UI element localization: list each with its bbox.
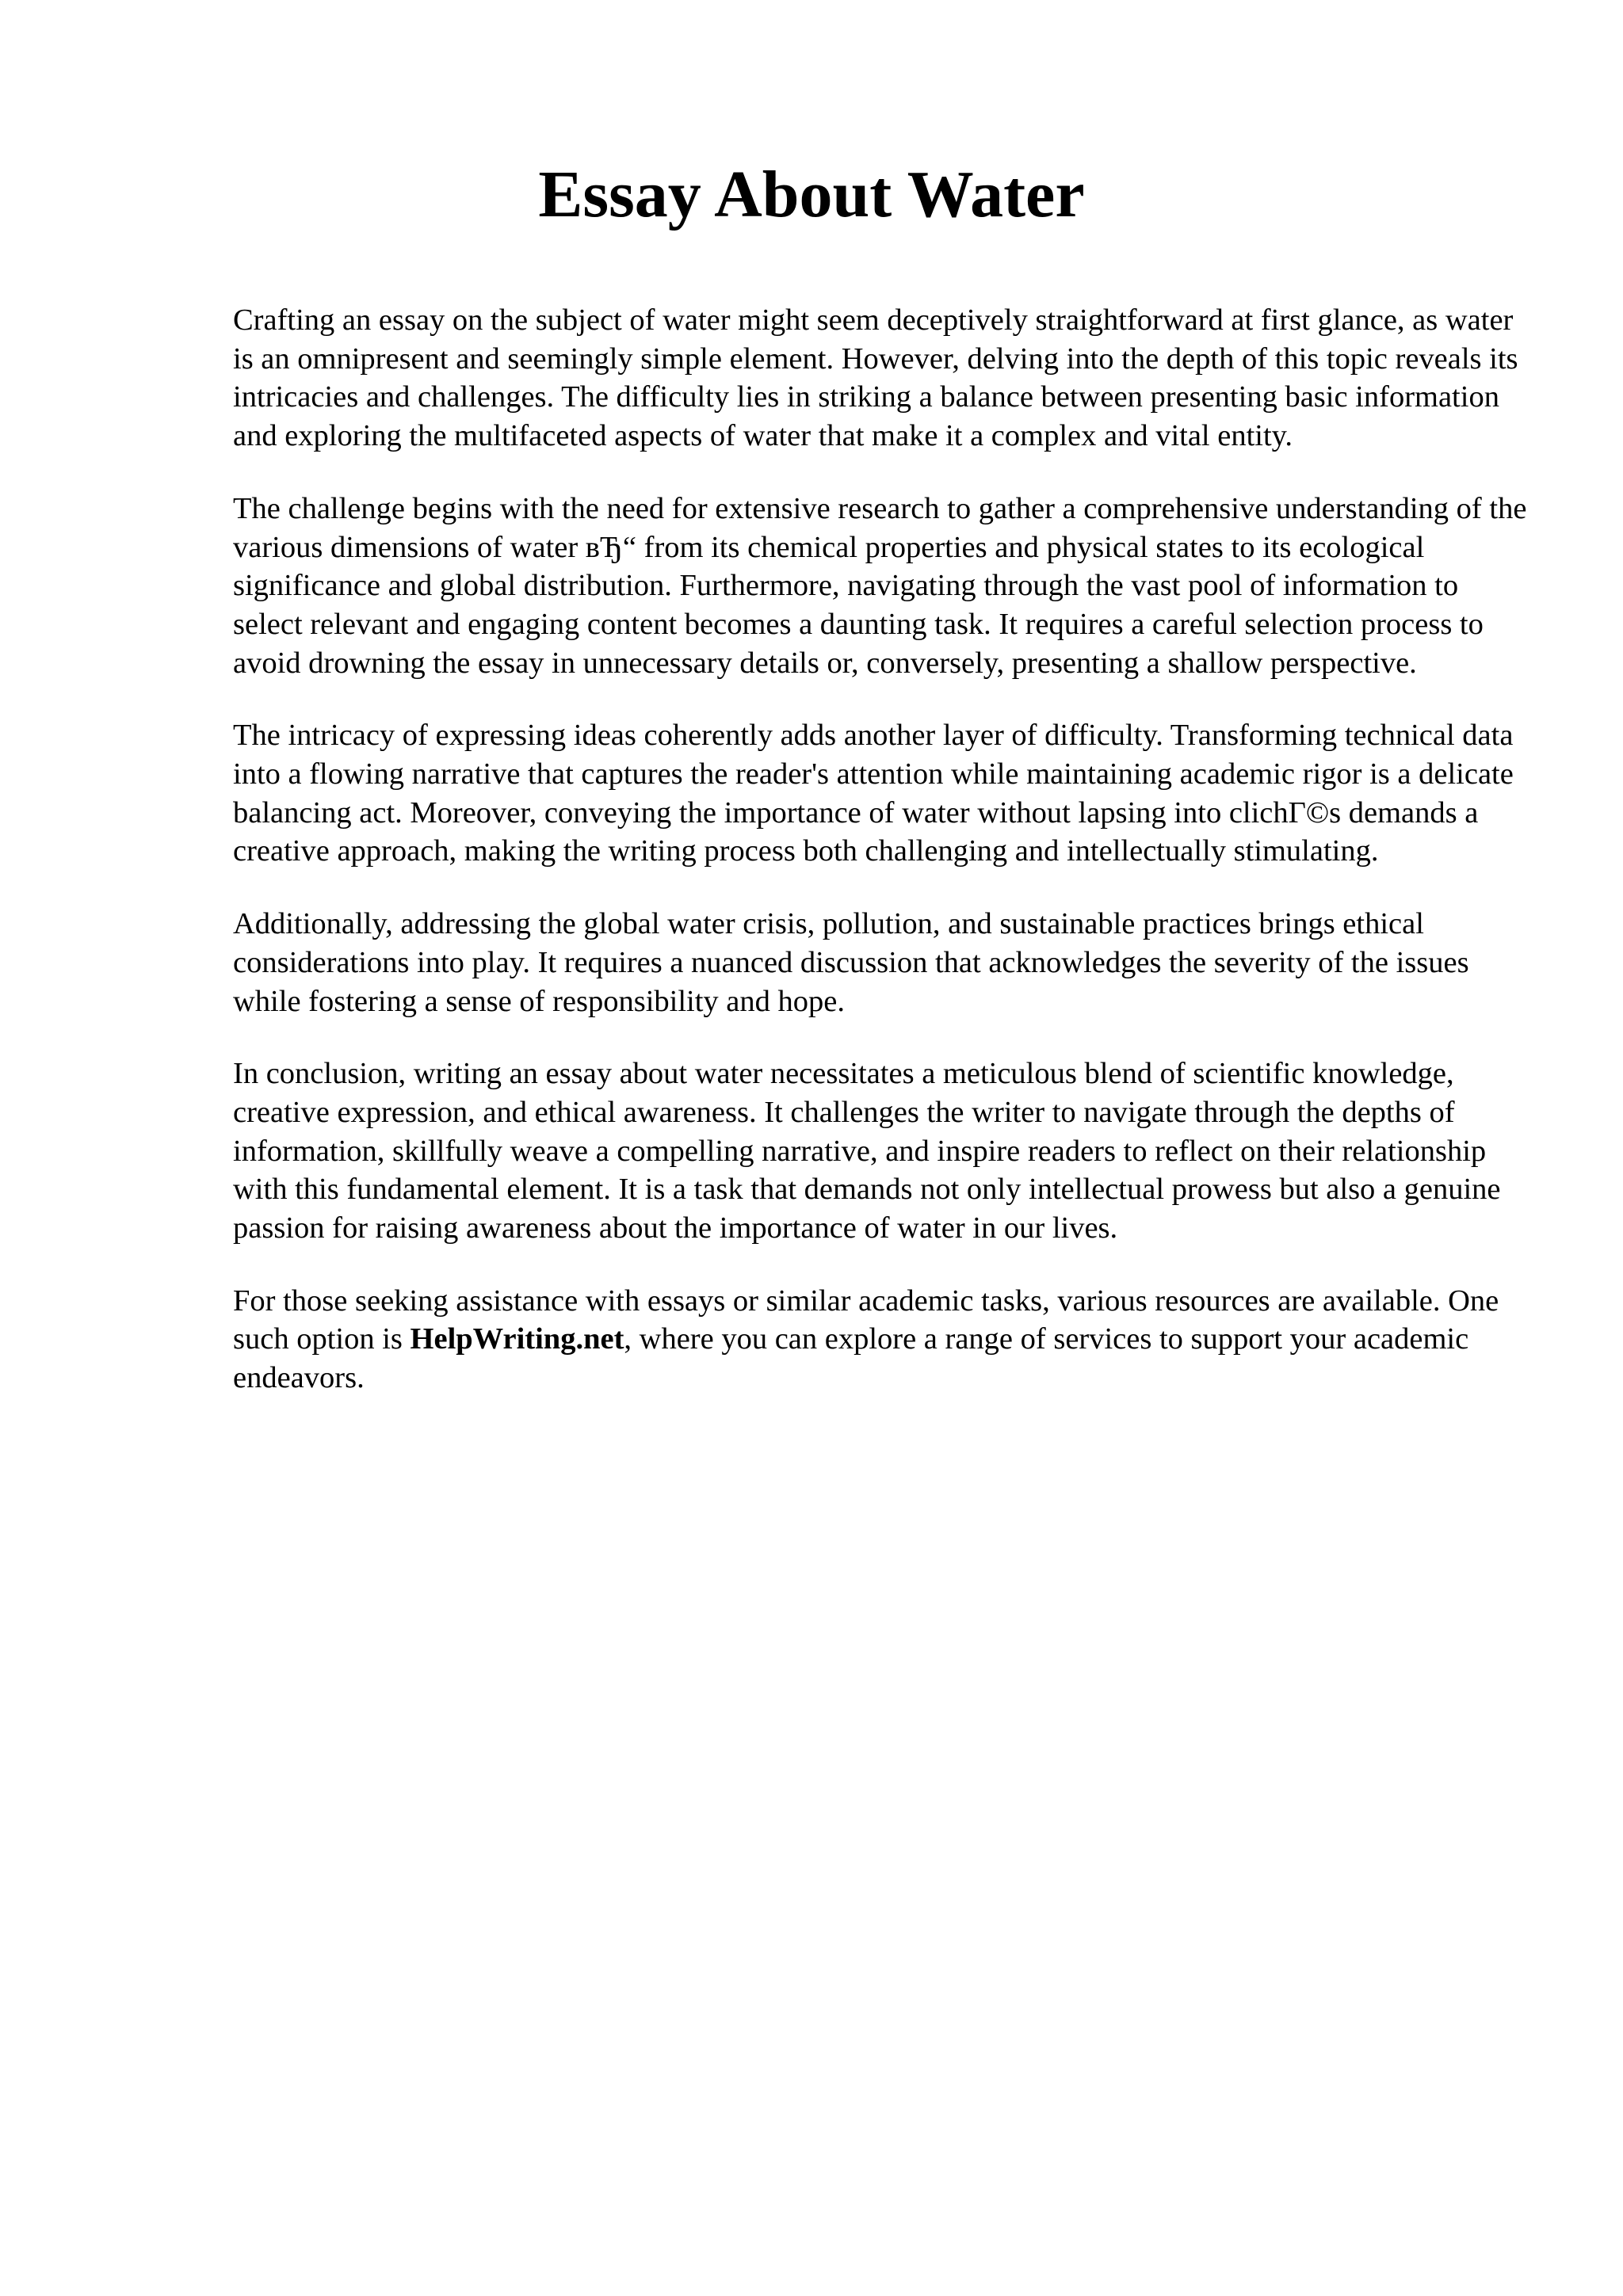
closing-text-before: For those seeking assistance with essays or similar academic tasks, various resources are available. One such option is	[233, 1283, 1499, 1356]
paragraph-1: Crafting an essay on the subject of water might seem deceptively straightforward at first glance, as water is an omnipresent and seemingly simple element. However, delving into the depth of this topic reveals its intricacies and challenges. The difficulty lies in striking a balance between presenting basic information and exploring the multifaceted aspects of water that make it a complex and vital entity.	[233, 303, 1518, 453]
page-title: Essay About Water	[538, 158, 1085, 231]
paragraph-5: In conclusion, writing an essay about water necessitates a meticulous blend of scientific knowledge, creative expression, and ethical awareness. It challenges the writer to navigate through the depths of information, skillfully weave a compelling narrative, and inspire readers to reflect on their relationship with this fundamental element. It is a task that demands not only intellectual prowess but also a genuine passion for raising awareness about the importance of water in our lives.	[233, 1057, 1501, 1245]
paragraph-4: Additionally, addressing the global water crisis, pollution, and sustainable practices brings ethical considerations into play. It requires a nuanced discussion that acknowledges the severity of the issues while fostering a sense of responsibility and hope.	[233, 907, 1469, 1018]
paragraph-3: The intricacy of expressing ideas coherently adds another layer of difficulty. Transforming technical data into a flowing narrative that captures the reader's attention while maintaining academic rigor is a delicate balancing act. Moreover, conveying the importance of water without lapsing into clichГ©s demands a creative approach, making the writing process both challenging and intellectually stimulating.	[233, 719, 1514, 868]
closing-text-after: , where you can explore a range of services to support your academic endeavors.	[233, 1322, 1469, 1395]
paragraph-2: The challenge begins with the need for extensive research to gather a comprehensive understanding of the various dimensions of water вЂ“ from its chemical properties and physical states to its ecological significance and global distribution. Furthermore, navigating through the vast pool of information to select relevant and engaging content becomes a daunting task. It requires a careful selection process to avoid drowning the essay in unnecessary details or, conversely, presenting a shallow perspective.	[233, 491, 1527, 680]
closing-paragraph	[233, 1282, 1533, 1398]
essay-body	[233, 301, 1533, 1432]
helpwriting-link[interactable]: HelpWriting.net	[410, 1322, 624, 1356]
